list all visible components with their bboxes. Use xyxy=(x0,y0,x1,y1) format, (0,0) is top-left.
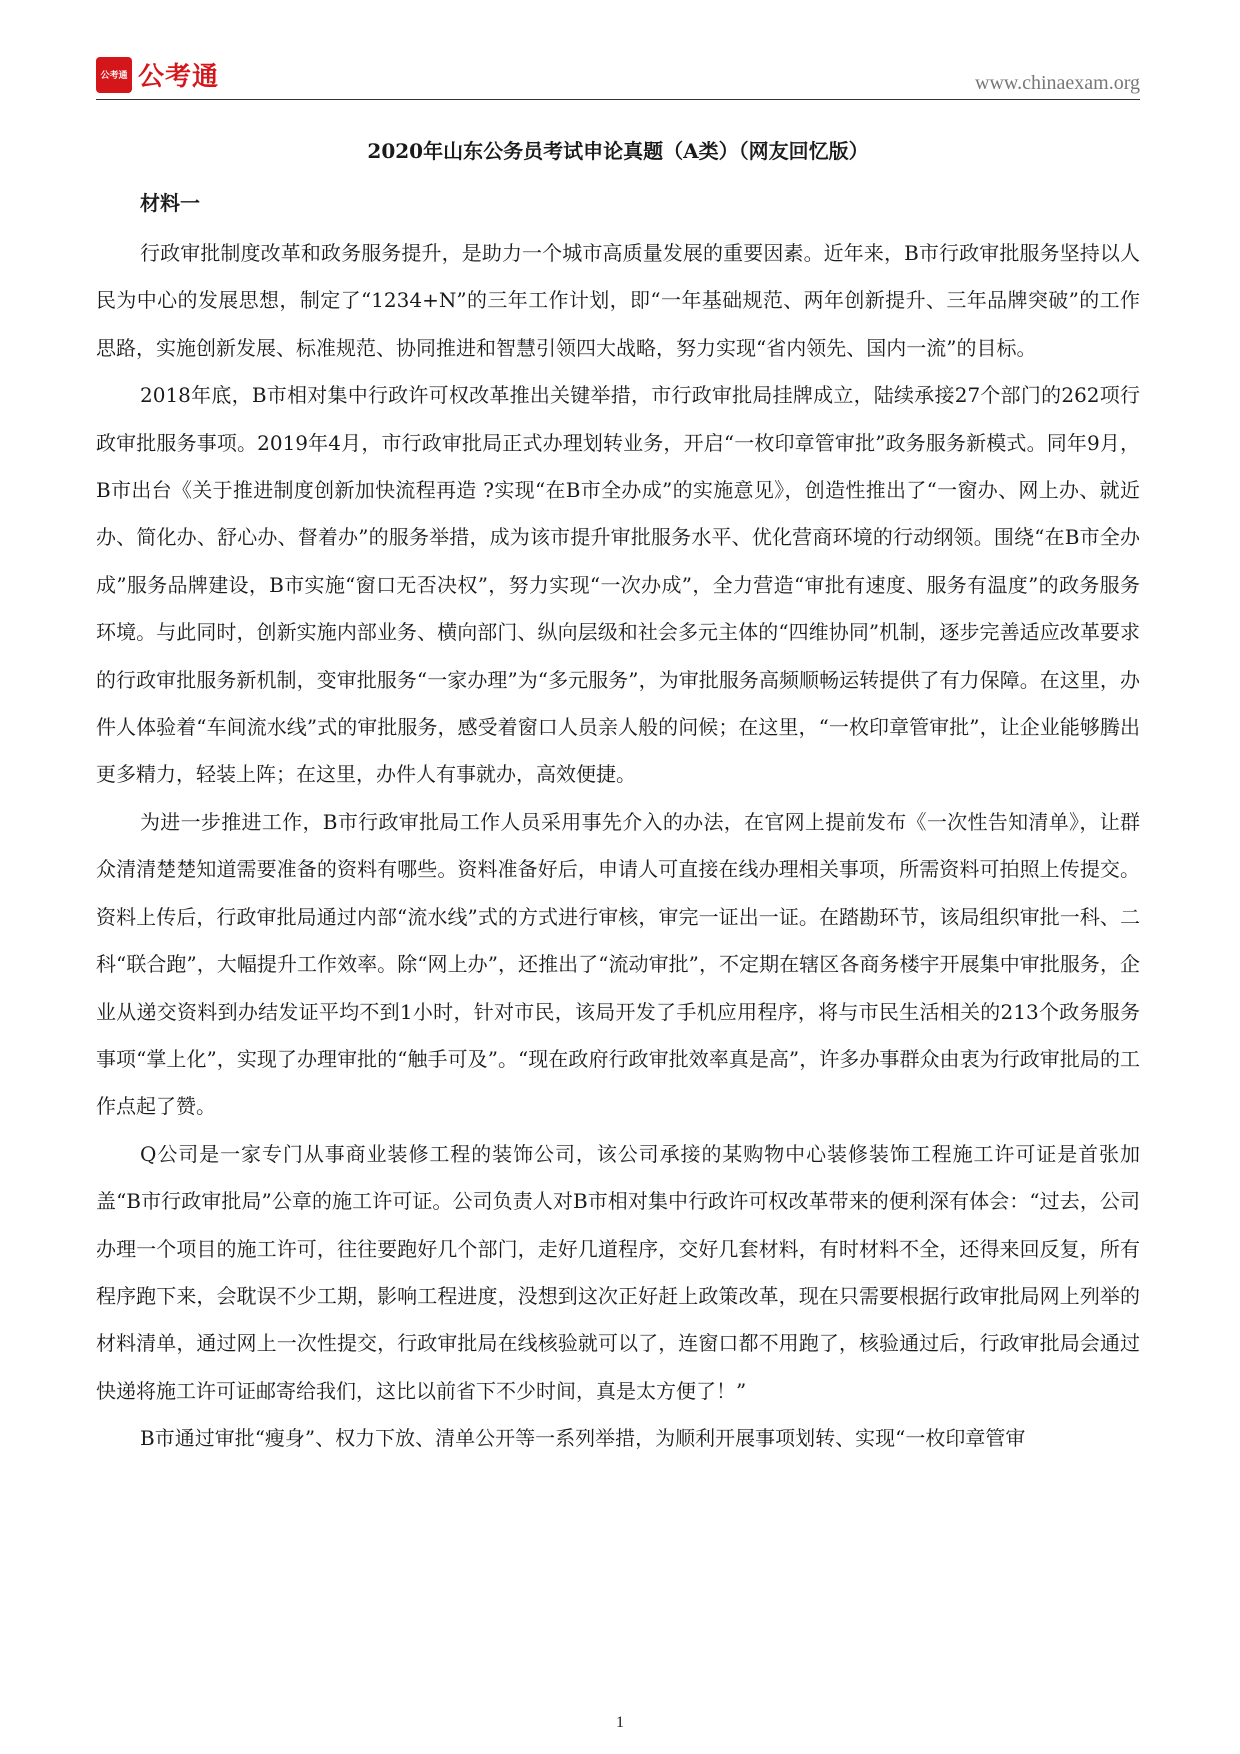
paragraph: 为进一步推进工作，B市行政审批局工作人员采用事先介入的办法，在官网上提前发布《一次性告知清单》，让群众清清楚楚知道需要准备的资料有哪些。资料准备好后，申请人可直接在线办理相关事项，所需资料可拍照上传提交。资料上传后，行政审批局通过内部“流水线”式的方式进行审核，审完一证出一证。在踏勘环节，该局组织审批一科、二科“联合跑”，大幅提升工作效率。除“网上办”，还推出了“流动审批”，不定期在辖区各商务楼宇开展集中审批服务，企业从递交资料到办结发证平均不到1小时，针对市民，该局开发了手机应用程序，将与市民生活相关的213个政务服务事项“掌上化”，实现了办理审批的“触手可及”。“现在政府行政审批效率真是高”，许多办事群众由衷为行政审批局的工作点起了赞。 xyxy=(96,809,1140,1119)
section-heading: 材料一 xyxy=(140,191,200,215)
logo-badge: 公考通 xyxy=(96,57,132,93)
paragraph: Q公司是一家专门从事商业装修工程的装饰公司，该公司承接的某购物中心装修装饰工程施工许可证是首张加盖“B市行政审批局”公章的施工许可证。公司负责人对B市相对集中行政许可权改革带来的便利深有体会：“过去，公司办理一个项目的施工许可，往往要跑好几个部门，走好几道程序，交好几套材料，有时材料不全，还得来回反复，所有程序跑下来，会耽误不少工期，影响工程进度，没想到这次正好赶上政策改革，现在只需要根据行政审批局网上列举的材料清单，通过网上一次性提交，行政审批局在线核验就可以了，连窗口都不用跑了，核验通过后，行政审批局会通过快递将施工许可证邮寄给我们，这比以前省下不少时间，真是太方便了！” xyxy=(96,1141,1140,1403)
header-divider xyxy=(96,99,1140,100)
paragraph: 2018年底，B市相对集中行政许可权改革推出关键举措，市行政审批局挂牌成立，陆续承接27个部门的262项行政审批服务事项。2019年4月，市行政审批局正式办理划转业务，开启“一枚印章管审批”政务服务新模式。同年9月，B市出台《关于推进制度创新加快流程再造 ?实现“在B市全办成”的实施意见》，创造性推出了“一窗办、网上办、就近办、简化办、舒心办、督着办”的服务举措，成为该市提升审批服务水平、优化营商环境的行动纲领。围绕“在B市全办成”服务品牌建设，B市实施“窗口无否决权”，努力实现“一次办成”，全力营造“审批有速度、服务有温度”的政务服务环境。与此同时，创新实施内部业务、横向部门、纵向层级和社会多元主体的“四维协同”机制，逐步完善适应改革要求的行政审批服务新机制，变审批服务“一家办理”为“多元服务”，为审批服务高频顺畅运转提供了有力保障。在这里，办件人体验着“车间流水线”式的审批服务，感受着窗口人员亲人般的问候；在这里，“一枚印章管审批”，让企业能够腾出更多精力，轻装上阵；在这里，办件人有事就办，高效便捷。 xyxy=(96,383,1140,787)
document-title: 2020年山东公务员考试申论真题（A类）（网友回忆版） xyxy=(367,139,869,163)
paragraph: 行政审批制度改革和政务服务提升，是助力一个城市高质量发展的重要因素。近年来，B市行政审批服务坚持以人民为中心的发展思想，制定了“1234+N”的三年工作计划，即“一年基础规范、两年创新提升、三年品牌突破”的工作思路，实施创新发展、标准规范、协同推进和智慧引领四大战略，努力实现“省内领先、国内一流”的目标。 xyxy=(96,241,1140,360)
logo xyxy=(96,56,219,93)
logo-text: 公考通 xyxy=(138,62,220,92)
page-header xyxy=(96,56,1140,98)
page-number: 1 xyxy=(616,1714,624,1731)
document-body xyxy=(96,136,1140,1463)
paragraph: B市通过审批“瘦身”、权力下放、清单公开等一系列举措，为顺利开展事项划转、实现“一枚印章管审 xyxy=(140,1426,1026,1451)
site-url: www.chinaexam.org xyxy=(975,72,1140,94)
